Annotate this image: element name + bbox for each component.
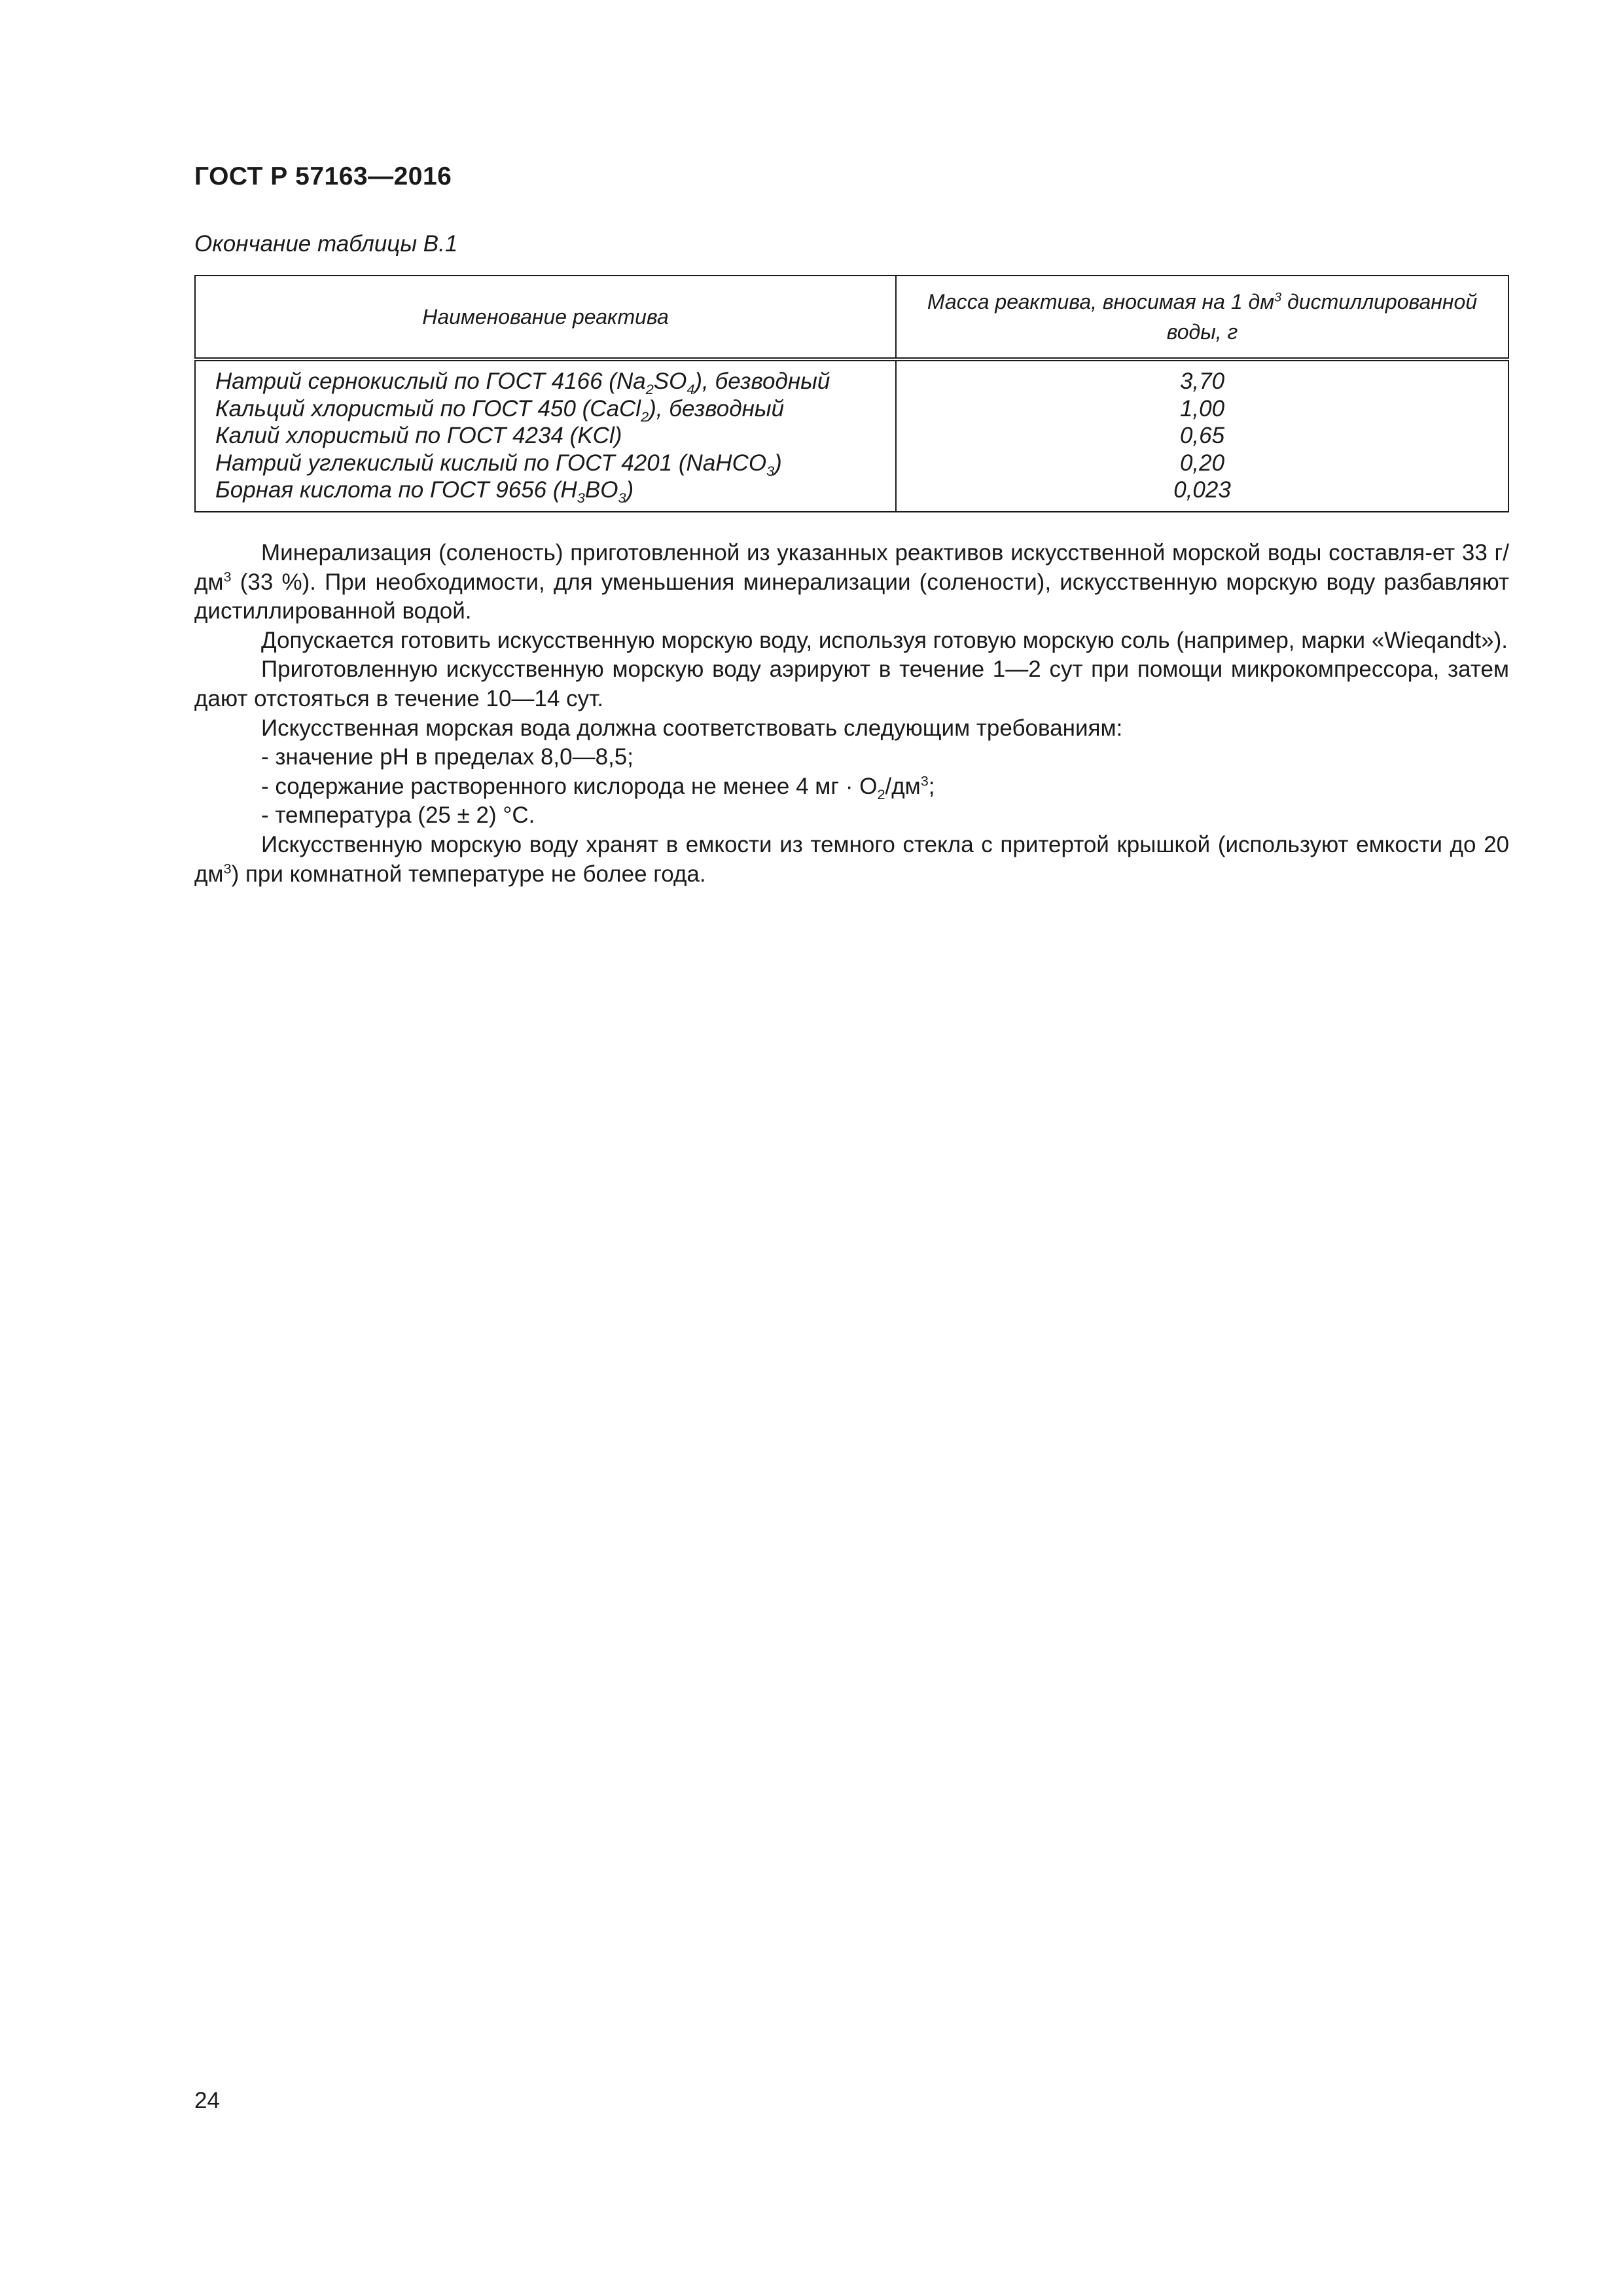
paragraph-requirements: Искусственная морская вода должна соответствовать следующим требованиям: [261, 715, 1123, 741]
reagent-text: Борная кислота по ГОСТ 9656 (H [215, 477, 577, 503]
mass-value: 3,70 [1179, 368, 1225, 394]
reagent-text: Калий хлористый по ГОСТ 4234 (KCl) [215, 423, 622, 448]
list-item-temperature: - температура (25 ± 2) °С. [261, 802, 535, 829]
superscript: 3 [223, 567, 232, 584]
paragraph-aeration: Приготовленную искусственную морскую воду аэрируют в течение 1—2 сут при помощи микрокомпрессора, затем дают отстояться в течение 10—14 сут. [194, 656, 1509, 711]
superscript: 3 [920, 772, 929, 789]
reagent-subscript: 2 [641, 408, 649, 425]
reagent-text: ), безводный [694, 368, 830, 394]
reagent-name-sodium-sulfate [215, 368, 895, 395]
reagent-subscript: 4 [687, 381, 695, 397]
reagent-name-calcium-chloride [215, 395, 895, 423]
superscript: 3 [223, 859, 232, 876]
mass-value: 1,00 [1179, 395, 1225, 422]
reagent-subscript: 2 [645, 381, 654, 397]
paragraph-text: (33 %). При необходимости, для уменьшения минерализации (солености), искусственную морскую воду разбавляют дистиллированной водой. [194, 569, 1509, 624]
column-header-reagent-name: Наименование реактива [195, 276, 896, 359]
table-caption: Окончание таблицы В.1 [194, 231, 458, 257]
paragraph-text: ) при комнатной температуре не более года. [231, 861, 706, 887]
column-header-mass-sup: 3 [1274, 290, 1282, 305]
reagent-text: Кальций хлористый по ГОСТ 450 (CaCl [215, 395, 641, 422]
reagent-name-potassium-chloride [215, 422, 895, 450]
table-body [195, 359, 1508, 512]
reagent-name-sodium-bicarbonate [215, 450, 895, 477]
reagent-mass-cell [896, 359, 1508, 512]
paragraph-text: Искусственную морскую воду хранят в емкости из темного стекла с притертой крышкой (используют емкости до 20 дм [194, 831, 1509, 887]
mass-value: 0,023 [1173, 477, 1231, 503]
mass-value: 0,65 [1179, 423, 1225, 448]
reagent-text: ) [774, 450, 782, 476]
list-item-oxygen [194, 772, 1509, 802]
column-header-mass-text-1: Масса реактива, вносимая на 1 дм [927, 290, 1275, 314]
list-text: /дм [885, 773, 921, 799]
body-text [194, 539, 1509, 889]
reagent-names-cell [195, 359, 896, 512]
reagent-text: ) [626, 477, 634, 503]
table-header-row [195, 276, 1508, 359]
paragraph-sea-salt: Допускается готовить искусственную морскую воду, используя готовую морскую соль (например, марки «Wieqandt»). [261, 627, 1508, 653]
mass-value: 0,20 [1179, 450, 1225, 476]
reagent-text: Натрий сернокислый по ГОСТ 4166 (Na [215, 368, 646, 394]
reagent-subscript: 3 [766, 462, 775, 479]
column-header-mass-text-2: дистиллированной воды, г [1166, 290, 1478, 344]
document-code: ГОСТ Р 57163—2016 [194, 162, 452, 190]
paragraph-storage [194, 831, 1509, 889]
reagent-text: BO [584, 477, 618, 503]
reagent-table [194, 275, 1509, 512]
reagent-text: Натрий углекислый кислый по ГОСТ 4201 (NaHCO [215, 450, 767, 476]
reagent-subscript: 3 [618, 490, 626, 506]
reagent-name-boric-acid [215, 476, 895, 504]
table-header [195, 276, 1508, 359]
page-number: 24 [194, 2088, 220, 2113]
column-header-reagent-mass [896, 276, 1508, 359]
list-text: ; [928, 773, 935, 799]
list-item-ph: - значение pH в пределах 8,0—8,5; [261, 744, 633, 770]
reagent-subscript: 3 [577, 490, 585, 506]
subscript: 2 [877, 785, 885, 802]
list-text: - содержание растворенного кислорода не менее 4 мг · O [261, 773, 878, 799]
paragraph-mineralization [194, 539, 1509, 626]
table-row [195, 359, 1508, 512]
reagent-text: ), безводный [649, 395, 785, 422]
reagent-text: SO [653, 368, 687, 394]
paragraph-text: Минерализация (соленость) приготовленной из указанных реактивов искусственной морской воды составля-ет 33 г/дм [194, 540, 1509, 595]
